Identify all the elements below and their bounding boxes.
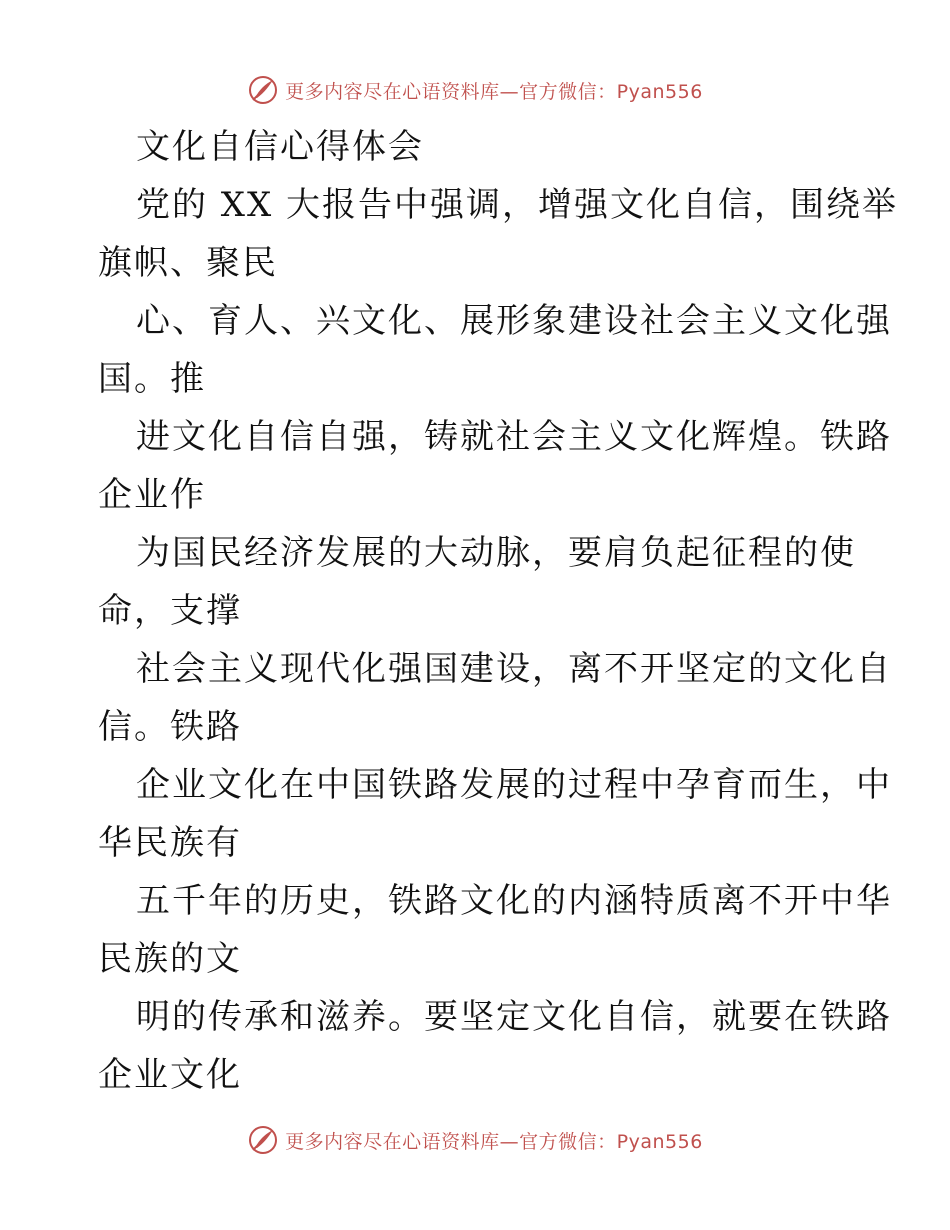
text-line: 民族的文 [98,939,242,979]
text-line: 进文化自信自强，铸就社会主义文化辉煌。铁路 [136,417,892,457]
text-line: 心、育人、兴文化、展形象建设社会主义文化强 [136,301,892,341]
text-line: 党的 XX 大报告中强调，增强文化自信，围绕举 [136,185,899,225]
text-line: 为国民经济发展的大动脉，要肩负起征程的使 [136,533,856,573]
text-line: 企业作 [98,475,206,515]
footer-banner-text: 更多内容尽在心语资料库—官方微信：Pyan556 [285,1130,703,1153]
feather-pen-icon [247,1124,279,1156]
header-banner [0,70,950,110]
text-line: 命，支撑 [98,591,242,631]
feather-pen-icon [247,74,279,106]
footer-banner [0,1120,950,1160]
text-line: 五千年的历史，铁路文化的内涵特质离不开中华 [136,881,892,921]
text-line: 国。推 [98,359,206,399]
text-line: 企业文化在中国铁路发展的过程中孕育而生，中 [136,765,892,805]
text-line: 信。铁路 [98,707,242,747]
text-line: 华民族有 [98,823,242,863]
document-title: 文化自信心得体会 [136,127,424,167]
text-line: 旗帜、聚民 [98,243,278,283]
header-banner-text: 更多内容尽在心语资料库—官方微信：Pyan556 [285,80,703,103]
text-line: 社会主义现代化强国建设，离不开坚定的文化自 [136,649,892,689]
text-line: 企业文化 [98,1055,242,1095]
text-line: 明的传承和滋养。要坚定文化自信，就要在铁路 [136,997,892,1037]
